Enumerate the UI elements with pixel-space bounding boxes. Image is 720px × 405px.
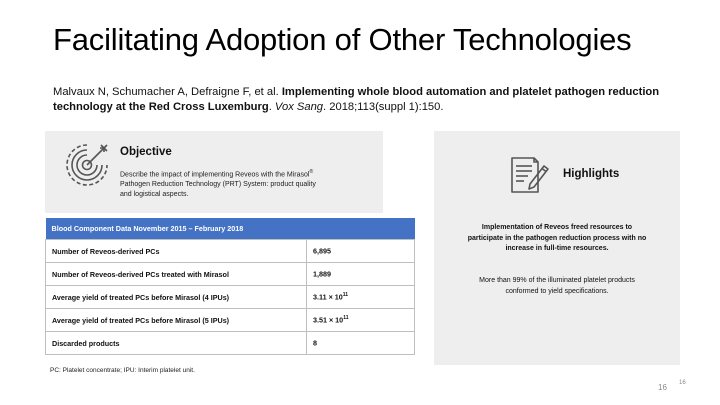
citation — [53, 85, 673, 115]
table-row — [46, 240, 415, 263]
row-label: Average yield of treated PCs before Mirasol (4 IPUs) — [46, 286, 307, 309]
citation-article-title: Implementing whole blood automation and platelet pathogen reduction technology at the Red Cross Luxemburg — [53, 86, 660, 113]
target-icon — [64, 142, 110, 188]
table-row — [46, 309, 415, 332]
document-pen-icon — [506, 150, 552, 196]
objective-text-part1: Describe the impact of implementing Reveos with the Mirasol — [120, 171, 310, 179]
highlight-point-2: More than 99% of the illuminated platelet products conformed to yield specifications. — [479, 277, 635, 295]
table-footnote: PC: Platelet concentrate; IPU: Interim platelet unit. — [50, 367, 195, 374]
objective-text — [120, 167, 320, 200]
row-value: 8 — [307, 332, 415, 355]
objective-text-part2: Pathogen Reduction Technology (PRT) System: product quality and logistical aspects. — [120, 181, 316, 199]
table-row — [46, 286, 415, 309]
objective-panel — [45, 131, 383, 213]
row-label: Average yield of treated PCs before Mirasol (5 IPUs) — [46, 309, 307, 332]
page-number: 16 — [658, 383, 667, 392]
registered-mark: ® — [309, 169, 314, 175]
highlights-panel — [434, 131, 680, 365]
citation-details: . 2018;113(suppl 1):150. — [323, 101, 444, 113]
row-label: Discarded products — [46, 332, 307, 355]
blood-component-table — [45, 218, 415, 355]
objective-heading: Objective — [120, 146, 172, 158]
row-value: $3.51 \times 10^{11}$ — [307, 309, 415, 332]
table-header: Blood Component Data November 2015 – February 2018 — [46, 218, 415, 240]
highlights-heading: Highlights — [563, 168, 620, 180]
table-row — [46, 332, 415, 355]
table-row — [46, 263, 415, 286]
citation-period: . — [268, 101, 275, 113]
highlight-point-1: Implementation of Reveos freed resources to participate in the pathogen reduction process with no increase in full-time resources. — [467, 224, 647, 252]
row-value: 6,895 — [307, 240, 415, 263]
row-label: Number of Reveos-derived PCs treated with Mirasol — [46, 263, 307, 286]
row-value: 1,889 — [307, 263, 415, 286]
row-label: Number of Reveos-derived PCs — [46, 240, 307, 263]
citation-authors: Malvaux N, Schumacher A, Defraigne F, et al. — [53, 86, 282, 98]
page-number-small: 16 — [679, 380, 686, 386]
citation-journal: Vox Sang — [274, 101, 324, 113]
slide-title: Facilitating Adoption of Other Technologies — [53, 22, 632, 57]
row-value: $3.11 \times 10^{11}$ — [307, 286, 415, 309]
